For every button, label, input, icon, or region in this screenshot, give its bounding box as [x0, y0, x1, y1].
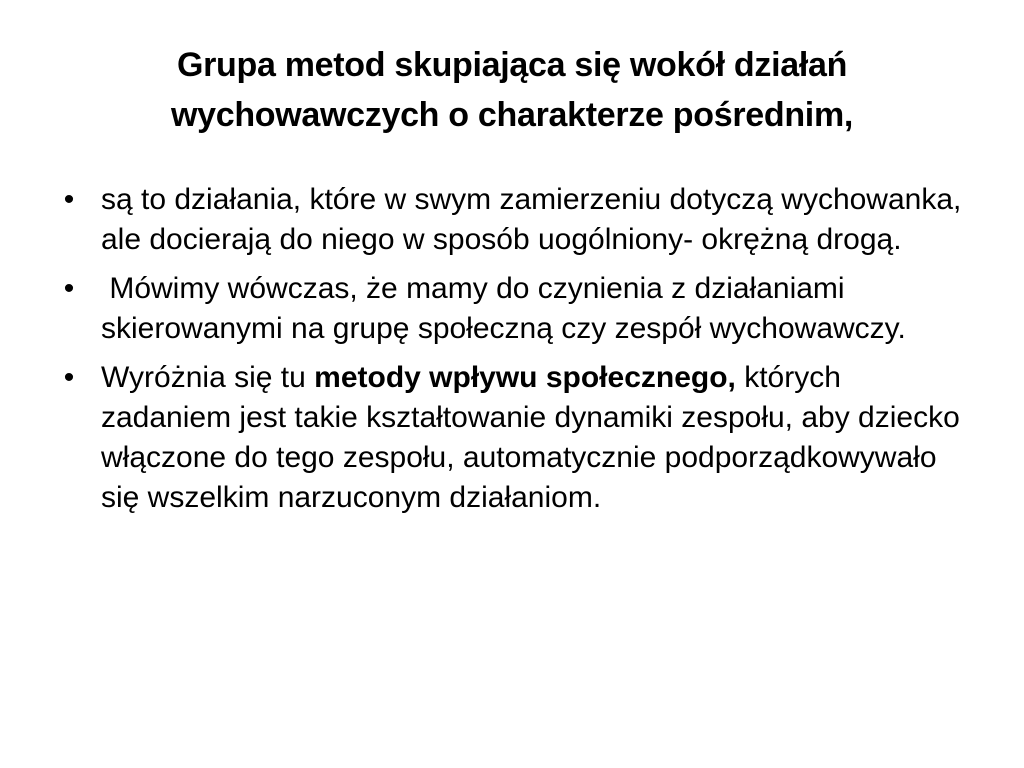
bullet-text: Mówimy wówczas, że mamy do czynienia z działaniami skierowanymi na grupę społeczną czy zespół wychowawczy. [101, 272, 906, 345]
bullet-item-1 [56, 180, 976, 260]
slide-title-line-2: wychowawczych o charakterze pośrednim, [170, 96, 854, 134]
slide-title [60, 40, 964, 140]
bullet-text-prefix: Wyróżnia się tu [101, 361, 315, 394]
bullet-text-suffix: których zadaniem jest takie kształtowanie dynamiki zespołu, aby dziecko włączone do tego zespołu, automatycznie podporządkowywało się wszelkim narzuconym działaniom. [101, 361, 969, 514]
bullet-item-3 [56, 358, 976, 518]
slide-title-line-1: Grupa metod skupiająca się wokół działań [176, 46, 848, 84]
bold-phrase: metody wpływu społecznego, [314, 361, 736, 394]
bullet-text [101, 361, 968, 514]
bullet-text: są to działania, które w swym zamierzeniu dotyczą wychowanka, ale docierają do niego w sposób uogólniony- okrężną drogą. [101, 183, 962, 256]
bullet-marker: • [63, 272, 75, 305]
bullet-list [56, 180, 976, 527]
bullet-item-2 [56, 269, 976, 349]
bullet-marker: • [63, 183, 75, 216]
bullet-marker: • [63, 361, 75, 394]
